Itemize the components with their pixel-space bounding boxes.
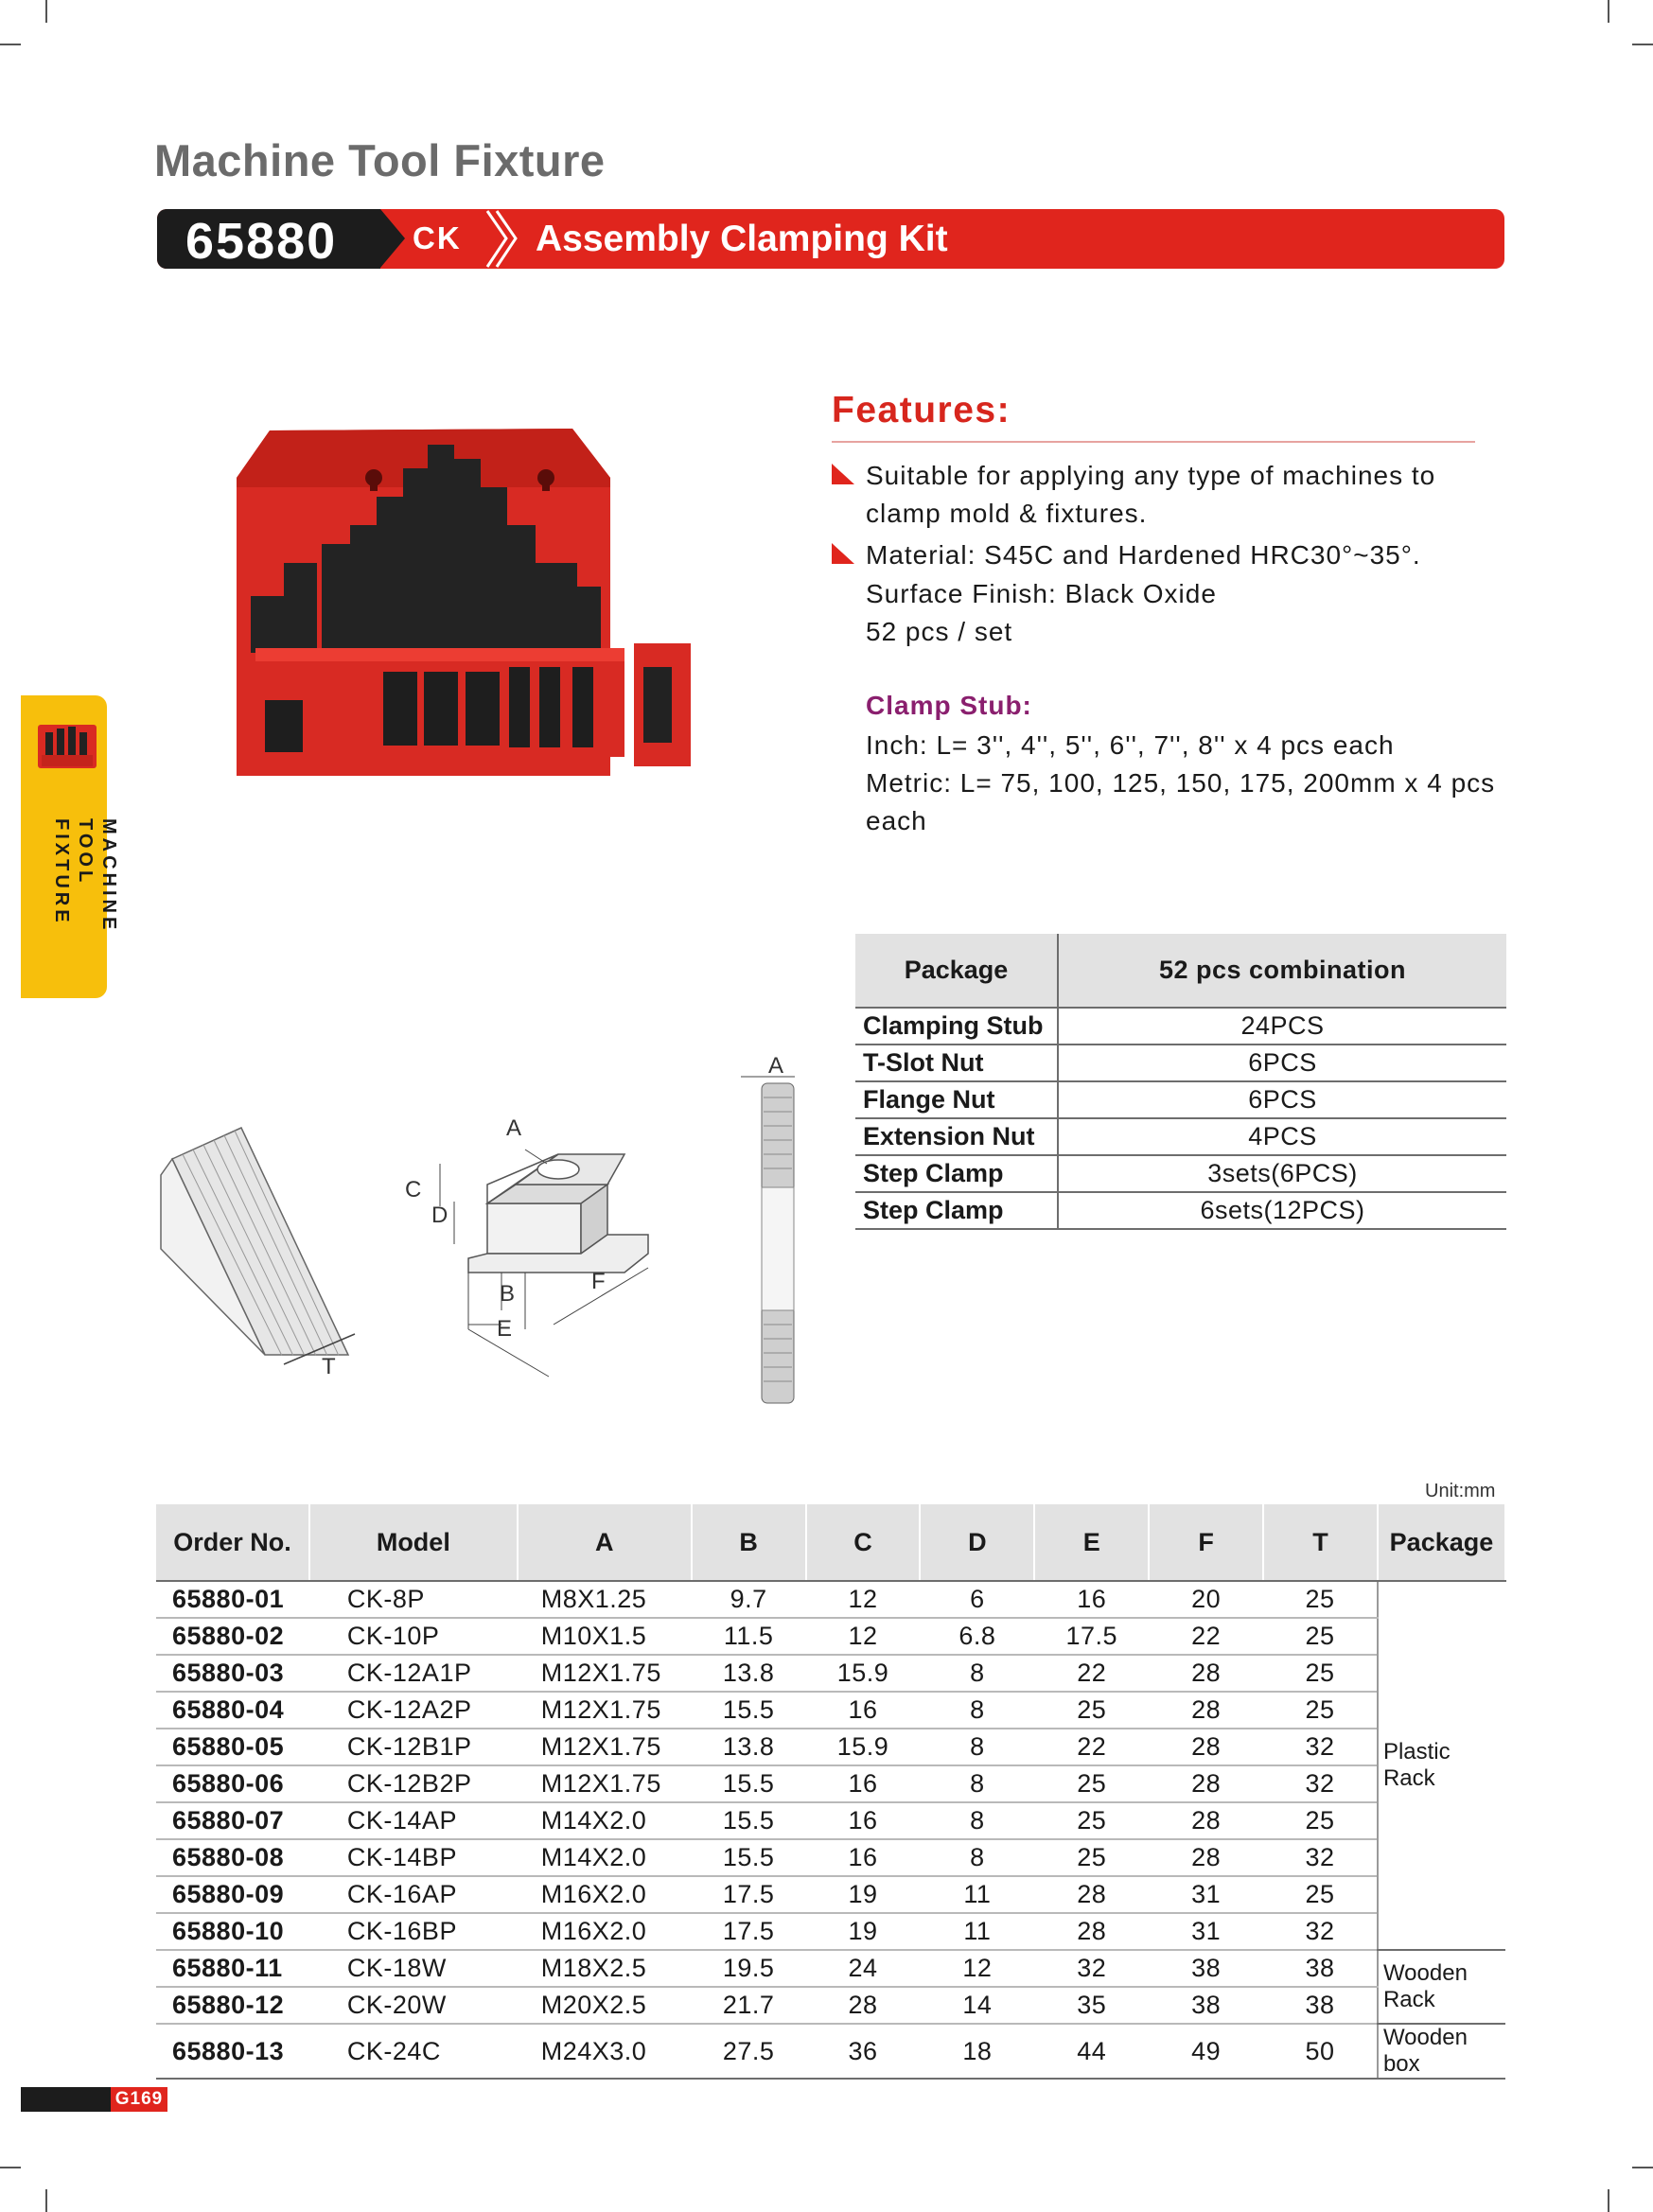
dim-label-d: D xyxy=(431,1203,448,1228)
package-item: Extension Nut xyxy=(855,1118,1058,1155)
table-row xyxy=(156,1839,1505,1876)
dim-e: 25 xyxy=(1034,1692,1149,1729)
header-b: B xyxy=(692,1504,806,1581)
t-slot-nut-drawing xyxy=(405,1115,648,1377)
order-no: 65880-06 xyxy=(156,1765,309,1802)
order-no: 65880-08 xyxy=(156,1839,309,1876)
dim-b: 13.8 xyxy=(692,1655,806,1692)
clamp-stub-line: Metric: L= 75, 100, 125, 150, 175, 200mm x 4 pcs xyxy=(866,768,1496,798)
dim-a: M12X1.75 xyxy=(518,1729,692,1765)
feature-line: Suitable for applying any type of machines to xyxy=(866,461,1436,490)
dim-t: 25 xyxy=(1263,1581,1378,1618)
bullet-triangle-icon xyxy=(832,543,854,564)
dim-d: 14 xyxy=(920,1987,1034,2024)
clamp-stub-line: Inch: L= 3'', 4'', 5'', 6'', 7'', 8'' x 4 pcs each xyxy=(866,730,1395,760)
dim-b: 11.5 xyxy=(692,1618,806,1655)
dim-t: 32 xyxy=(1263,1913,1378,1950)
dim-e: 17.5 xyxy=(1034,1618,1149,1655)
dim-label-stud-a: A xyxy=(768,1053,784,1079)
spec-table xyxy=(156,1504,1506,2080)
dim-f: 20 xyxy=(1149,1581,1263,1618)
model: CK-20W xyxy=(309,1987,518,2024)
order-no: 65880-03 xyxy=(156,1655,309,1692)
table-row xyxy=(156,1581,1505,1618)
dim-b: 27.5 xyxy=(692,2024,806,2079)
dim-d: 12 xyxy=(920,1950,1034,1987)
table-row xyxy=(156,1692,1505,1729)
model: CK-12A1P xyxy=(309,1655,518,1692)
dim-t: 25 xyxy=(1263,1876,1378,1913)
bullet-triangle-icon xyxy=(832,464,854,484)
product-code: 65880 xyxy=(185,213,338,270)
dim-d: 8 xyxy=(920,1765,1034,1802)
dim-a: M16X2.0 xyxy=(518,1913,692,1950)
package-row xyxy=(855,1045,1506,1081)
crop-mark xyxy=(0,44,21,45)
dim-b: 15.5 xyxy=(692,1765,806,1802)
header-c: C xyxy=(806,1504,921,1581)
table-row xyxy=(156,1987,1505,2024)
package-group: Wooden box xyxy=(1378,2024,1505,2079)
dim-a: M12X1.75 xyxy=(518,1692,692,1729)
table-row xyxy=(156,1876,1505,1913)
package-qty: 6PCS xyxy=(1058,1081,1506,1118)
package-qty: 24PCS xyxy=(1058,1008,1506,1045)
dim-c: 36 xyxy=(806,2024,921,2079)
table-row xyxy=(156,2024,1505,2079)
dim-d: 6.8 xyxy=(920,1618,1034,1655)
package-row xyxy=(855,1008,1506,1045)
table-row xyxy=(156,1765,1505,1802)
crop-mark xyxy=(1608,0,1609,23)
package-table-header xyxy=(855,934,1506,1008)
dim-e: 44 xyxy=(1034,2024,1149,2079)
clamping-kit-thumbnail-icon xyxy=(34,719,100,774)
dim-c: 15.9 xyxy=(806,1729,921,1765)
header-f: F xyxy=(1149,1504,1263,1581)
dim-e: 32 xyxy=(1034,1950,1149,1987)
dim-b: 17.5 xyxy=(692,1876,806,1913)
crop-mark xyxy=(1632,44,1653,45)
dim-b: 15.5 xyxy=(692,1692,806,1729)
dim-c: 12 xyxy=(806,1618,921,1655)
dim-f: 38 xyxy=(1149,1987,1263,2024)
dim-d: 8 xyxy=(920,1839,1034,1876)
dim-f: 22 xyxy=(1149,1618,1263,1655)
dim-d: 11 xyxy=(920,1913,1034,1950)
dim-f: 28 xyxy=(1149,1839,1263,1876)
crop-mark xyxy=(45,2189,47,2212)
dim-e: 28 xyxy=(1034,1913,1149,1950)
dim-t: 32 xyxy=(1263,1839,1378,1876)
order-no: 65880-13 xyxy=(156,2024,309,2079)
order-no: 65880-02 xyxy=(156,1618,309,1655)
feature-line: clamp mold & fixtures. xyxy=(866,499,1148,528)
dim-a: M20X2.5 xyxy=(518,1987,692,2024)
dim-t: 25 xyxy=(1263,1692,1378,1729)
dim-t: 32 xyxy=(1263,1729,1378,1765)
dim-f: 31 xyxy=(1149,1876,1263,1913)
dim-c: 16 xyxy=(806,1839,921,1876)
model: CK-18W xyxy=(309,1950,518,1987)
model: CK-24C xyxy=(309,2024,518,2079)
step-block-drawing xyxy=(161,1128,355,1379)
dim-d: 6 xyxy=(920,1581,1034,1618)
crop-mark xyxy=(1608,2189,1609,2212)
dim-d: 11 xyxy=(920,1876,1034,1913)
package-row xyxy=(855,1081,1506,1118)
package-item: T-Slot Nut xyxy=(855,1045,1058,1081)
dim-label-a: A xyxy=(506,1115,522,1141)
dim-e: 25 xyxy=(1034,1839,1149,1876)
header-t: T xyxy=(1263,1504,1378,1581)
features-heading: Features: xyxy=(832,390,1011,430)
dim-t: 50 xyxy=(1263,2024,1378,2079)
package-header-label: Package xyxy=(855,934,1058,1008)
dim-f: 49 xyxy=(1149,2024,1263,2079)
dim-f: 28 xyxy=(1149,1729,1263,1765)
order-no: 65880-01 xyxy=(156,1581,309,1618)
package-item: Step Clamp xyxy=(855,1155,1058,1192)
order-no: 65880-07 xyxy=(156,1802,309,1839)
package-row xyxy=(855,1192,1506,1229)
dim-a: M24X3.0 xyxy=(518,2024,692,2079)
model: CK-14AP xyxy=(309,1802,518,1839)
header-model: Model xyxy=(309,1504,518,1581)
package-item: Step Clamp xyxy=(855,1192,1058,1229)
dim-f: 28 xyxy=(1149,1802,1263,1839)
dim-t: 25 xyxy=(1263,1618,1378,1655)
model: CK-12B2P xyxy=(309,1765,518,1802)
dim-c: 16 xyxy=(806,1692,921,1729)
feature-line: Surface Finish: Black Oxide xyxy=(866,579,1217,608)
table-row xyxy=(156,1950,1505,1987)
clamp-stub-line: each xyxy=(866,806,927,835)
package-row xyxy=(855,1155,1506,1192)
feature-line: 52 pcs / set xyxy=(866,617,1013,646)
package-header-combination: 52 pcs combination xyxy=(1058,934,1506,1008)
unit-label: Unit:mm xyxy=(1425,1481,1496,1501)
table-row xyxy=(156,1802,1505,1839)
dim-t: 25 xyxy=(1263,1655,1378,1692)
table-row xyxy=(156,1729,1505,1765)
dim-t: 32 xyxy=(1263,1765,1378,1802)
dim-d: 8 xyxy=(920,1692,1034,1729)
dim-c: 24 xyxy=(806,1950,921,1987)
package-qty: 6PCS xyxy=(1058,1045,1506,1081)
crop-mark xyxy=(0,2167,21,2168)
dim-e: 25 xyxy=(1034,1802,1149,1839)
package-qty: 3sets(6PCS) xyxy=(1058,1155,1506,1192)
model: CK-12A2P xyxy=(309,1692,518,1729)
header-e: E xyxy=(1034,1504,1149,1581)
product-name: Assembly Clamping Kit xyxy=(536,219,948,259)
product-banner xyxy=(157,209,1504,269)
dim-e: 25 xyxy=(1034,1765,1149,1802)
header-package: Package xyxy=(1378,1504,1505,1581)
dim-f: 31 xyxy=(1149,1913,1263,1950)
dim-a: M10X1.5 xyxy=(518,1618,692,1655)
dim-d: 18 xyxy=(920,2024,1034,2079)
table-row xyxy=(156,1913,1505,1950)
dim-b: 19.5 xyxy=(692,1950,806,1987)
package-qty: 6sets(12PCS) xyxy=(1058,1192,1506,1229)
order-no: 65880-04 xyxy=(156,1692,309,1729)
dim-e: 22 xyxy=(1034,1729,1149,1765)
dim-c: 15.9 xyxy=(806,1655,921,1692)
dim-d: 8 xyxy=(920,1729,1034,1765)
clamp-stub-heading: Clamp Stub: xyxy=(866,691,1032,720)
section-title: Machine Tool Fixture xyxy=(154,135,606,185)
dim-c: 16 xyxy=(806,1765,921,1802)
dim-t: 38 xyxy=(1263,1987,1378,2024)
page-number: G169 xyxy=(111,2087,167,2112)
package-group: Wooden Rack xyxy=(1378,1950,1505,2024)
model: CK-8P xyxy=(309,1581,518,1618)
dim-d: 8 xyxy=(920,1655,1034,1692)
dim-b: 15.5 xyxy=(692,1802,806,1839)
dim-a: M14X2.0 xyxy=(518,1802,692,1839)
dim-e: 28 xyxy=(1034,1876,1149,1913)
dim-b: 17.5 xyxy=(692,1913,806,1950)
order-no: 65880-09 xyxy=(156,1876,309,1913)
dim-f: 28 xyxy=(1149,1765,1263,1802)
crop-mark xyxy=(1632,2167,1653,2168)
clamping-kit-product-image xyxy=(227,421,719,799)
product-series: CK xyxy=(413,220,462,255)
chevron-right-icon xyxy=(482,209,519,269)
dim-a: M14X2.0 xyxy=(518,1839,692,1876)
order-no: 65880-05 xyxy=(156,1729,309,1765)
features-divider xyxy=(832,441,1475,443)
feature-line: Material: S45C and Hardened HRC30°~35°. xyxy=(866,540,1421,570)
clamping-stud-drawing xyxy=(741,1053,795,1403)
dim-a: M12X1.75 xyxy=(518,1765,692,1802)
model: CK-12B1P xyxy=(309,1729,518,1765)
dim-label-b: B xyxy=(500,1281,516,1307)
crop-mark xyxy=(45,0,47,23)
dim-c: 19 xyxy=(806,1913,921,1950)
package-item: Clamping Stub xyxy=(855,1008,1058,1045)
package-item: Flange Nut xyxy=(855,1081,1058,1118)
model: CK-14BP xyxy=(309,1839,518,1876)
order-no: 65880-11 xyxy=(156,1950,309,1987)
dim-e: 35 xyxy=(1034,1987,1149,2024)
dim-c: 28 xyxy=(806,1987,921,2024)
order-no: 65880-10 xyxy=(156,1913,309,1950)
dim-a: M18X2.5 xyxy=(518,1950,692,1987)
dim-e: 22 xyxy=(1034,1655,1149,1692)
dim-b: 21.7 xyxy=(692,1987,806,2024)
model: CK-10P xyxy=(309,1618,518,1655)
dim-t: 25 xyxy=(1263,1802,1378,1839)
dim-c: 16 xyxy=(806,1802,921,1839)
dim-b: 13.8 xyxy=(692,1729,806,1765)
page-footer-bar xyxy=(21,2087,111,2112)
dim-f: 38 xyxy=(1149,1950,1263,1987)
dim-label-c: C xyxy=(405,1177,422,1203)
dim-a: M8X1.25 xyxy=(518,1581,692,1618)
header-d: D xyxy=(920,1504,1034,1581)
dim-f: 28 xyxy=(1149,1655,1263,1692)
table-row xyxy=(156,1655,1505,1692)
dim-label-t: T xyxy=(322,1354,336,1379)
dim-d: 8 xyxy=(920,1802,1034,1839)
dim-c: 12 xyxy=(806,1581,921,1618)
package-group: Plastic Rack xyxy=(1378,1581,1505,1950)
dim-e: 16 xyxy=(1034,1581,1149,1618)
model: CK-16AP xyxy=(309,1876,518,1913)
banner-arrow xyxy=(380,209,405,268)
dim-a: M16X2.0 xyxy=(518,1876,692,1913)
dim-label-f: F xyxy=(591,1269,606,1294)
dim-b: 15.5 xyxy=(692,1839,806,1876)
dim-f: 28 xyxy=(1149,1692,1263,1729)
model: CK-16BP xyxy=(309,1913,518,1950)
dim-t: 38 xyxy=(1263,1950,1378,1987)
dim-b: 9.7 xyxy=(692,1581,806,1618)
package-table xyxy=(855,934,1506,1230)
technical-drawing xyxy=(151,1041,870,1419)
dim-a: M12X1.75 xyxy=(518,1655,692,1692)
dim-label-e: E xyxy=(497,1316,513,1342)
header-order-no: Order No. xyxy=(156,1504,309,1581)
header-a: A xyxy=(518,1504,692,1581)
spec-table-header xyxy=(156,1504,1505,1581)
side-category-tab xyxy=(21,695,119,998)
package-row xyxy=(855,1118,1506,1155)
dim-c: 19 xyxy=(806,1876,921,1913)
order-no: 65880-12 xyxy=(156,1987,309,2024)
side-tab-label: MACHINE TOOL FIXTURE xyxy=(51,818,119,934)
table-row xyxy=(156,1618,1505,1655)
package-qty: 4PCS xyxy=(1058,1118,1506,1155)
